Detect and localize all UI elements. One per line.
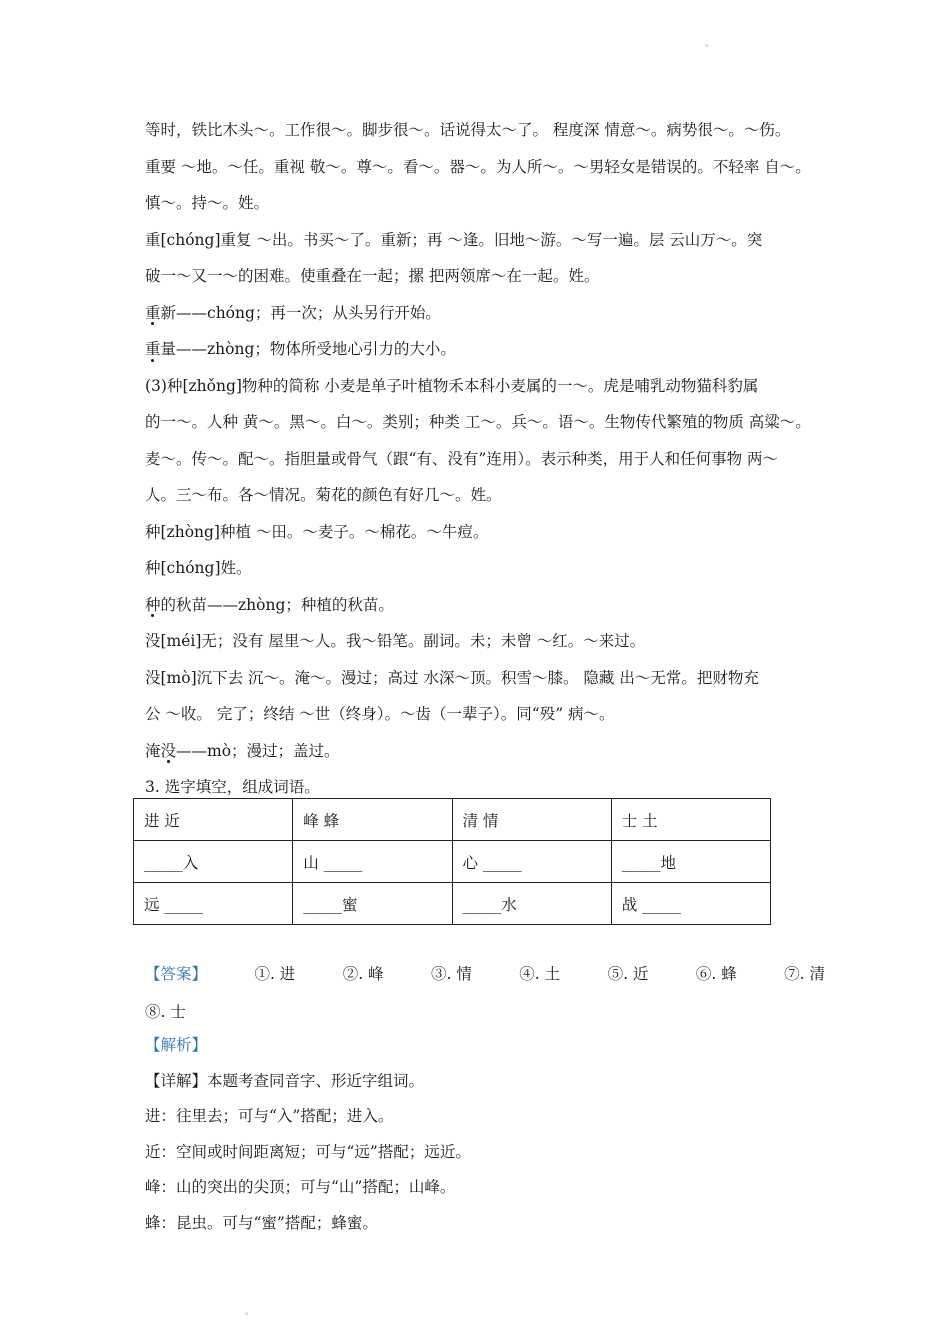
word-zhongde	[145, 587, 825, 624]
emphasis-char: 种	[145, 587, 161, 624]
analysis-tag: 【解析】	[145, 1036, 208, 1054]
choice-table	[133, 798, 771, 925]
header-mark: 。	[705, 39, 715, 49]
content-line: 慎～。持～。姓。	[145, 194, 270, 212]
word-yanmo-text: ——mò；漫过；盖过。	[176, 741, 340, 760]
word-zhongliang-text: 量——zhòng；物体所受地心引力的大小。	[160, 340, 456, 358]
explanation-line: 近：空间或时间距离短；可与“远”搭配；远近。	[145, 1142, 471, 1161]
emphasis-char: 重	[145, 331, 161, 368]
content-line: 种[zhòng]种植 ～田。～麦子。～棉花。～牛痘。	[145, 522, 489, 541]
table-cell: 进 近	[134, 799, 293, 841]
answer-item: ③. 情	[431, 965, 472, 983]
table-row	[134, 883, 771, 925]
answer-tag: 【答案】	[145, 965, 208, 983]
content-line: 重要 ～地。～任。重视 敬～。尊～。看～。器～。为人所～。～男轻女是错误的。不轻率 自～。	[145, 157, 811, 176]
table-cell: 峰 蜂	[293, 799, 452, 841]
content-line: 重[chóng]重复 ～出。书买～了。重新；再 ～逢。旧地～游。～写一遍。层 云山万～。突	[145, 230, 763, 249]
table-row	[134, 841, 771, 883]
answer-item: ⑦. 清	[784, 965, 825, 983]
content-line: 人。三～布。各～情况。菊花的颜色有好几～。姓。	[145, 486, 502, 504]
explanation-line: 【详解】本题考查同音字、形近字组词。	[145, 1071, 425, 1090]
word-zhongliang	[145, 331, 825, 368]
explanation-line: 进：往里去；可与“入”搭配；进入。	[145, 1107, 394, 1125]
answer-item: ④. 土	[519, 965, 561, 983]
table-cell: 远 _____	[134, 883, 293, 925]
answer-item: ②. 峰	[342, 965, 384, 983]
word-yanmo-head: 淹	[145, 741, 161, 760]
table-cell: _____地	[611, 841, 770, 883]
answer-item: ⑥. 蜂	[695, 965, 737, 983]
content-line: 的一～。人种 黄～。黑～。白～。类别；种类 工～。兵～。语～。生物传代繁殖的物质 高粱～。	[145, 413, 811, 431]
word-yanmo	[145, 733, 825, 770]
answer-row	[145, 955, 825, 993]
word-zhongde-text: 的秋苗——zhòng；种植的秋苗。	[160, 595, 394, 614]
table-cell: 心 _____	[452, 841, 611, 883]
answer-block	[145, 955, 825, 1031]
content-line: 等时，铁比木头～。工作很～。脚步很～。话说得太～了。 程度深 情意～。病势很～。～伤。	[145, 121, 791, 139]
word-zhongxin	[145, 295, 825, 332]
question-title: 3. 选字填空，组成词语。	[145, 778, 320, 796]
table-cell: 战 _____	[611, 883, 770, 925]
answer-item: ⑧. 士	[145, 1003, 186, 1021]
content-line: 破一～又一～的困难。使重叠在一起；摞 把两领席～在一起。姓。	[145, 267, 600, 285]
explanation-line: 峰：山的突出的尖顶；可与“山”搭配；山峰。	[145, 1178, 456, 1196]
content-line: (3)种[zhǒng]物种的简称 小麦是单子叶植物禾本科小麦属的一～。虎是哺乳动物猫科豹属	[145, 376, 759, 395]
table-header-row	[134, 799, 771, 841]
table-cell: _____水	[452, 883, 611, 925]
explanation-line: 蜂：昆虫。可与“蜜”搭配；蜂蜜。	[145, 1213, 378, 1232]
answer-item: ①. 进	[254, 965, 296, 983]
answer-item: ⑤. 近	[607, 965, 649, 983]
table-cell: 山 _____	[293, 841, 452, 883]
content-line: 没[méi]无；没有 屋里～人。我～铅笔。副词。未；未曾 ～红。～来过。	[145, 632, 646, 650]
answer-row	[145, 993, 825, 1031]
content-line: 麦～。传～。配～。指胆量或骨气（跟“有、没有”连用）。表示种类，用于人和任何事物 两～	[145, 449, 779, 468]
emphasis-char: 没	[161, 733, 177, 770]
content-line: 没[mò]沉下去 沉～。淹～。漫过；高过 水深～顶。积雪～膝。 隐藏 出～无常。把财物充	[145, 668, 759, 687]
word-zhongxin-text: 新——chóng；再一次；从头另行开始。	[160, 303, 441, 322]
content-line: 公 ～收。 完了；终结 ～世（终身）。～齿（一辈子）。同“殁” 病～。	[145, 705, 615, 723]
footer-mark: 。	[245, 1307, 255, 1317]
dictionary-entries	[145, 112, 825, 806]
table-cell: 清 情	[452, 799, 611, 841]
emphasis-char: 重	[145, 295, 161, 332]
table-cell: 士 土	[611, 799, 770, 841]
content-line: 种[chóng]姓。	[145, 559, 252, 577]
table-cell: _____蜜	[293, 883, 452, 925]
table-cell: _____入	[134, 841, 293, 883]
explanation-block	[145, 1028, 825, 1241]
